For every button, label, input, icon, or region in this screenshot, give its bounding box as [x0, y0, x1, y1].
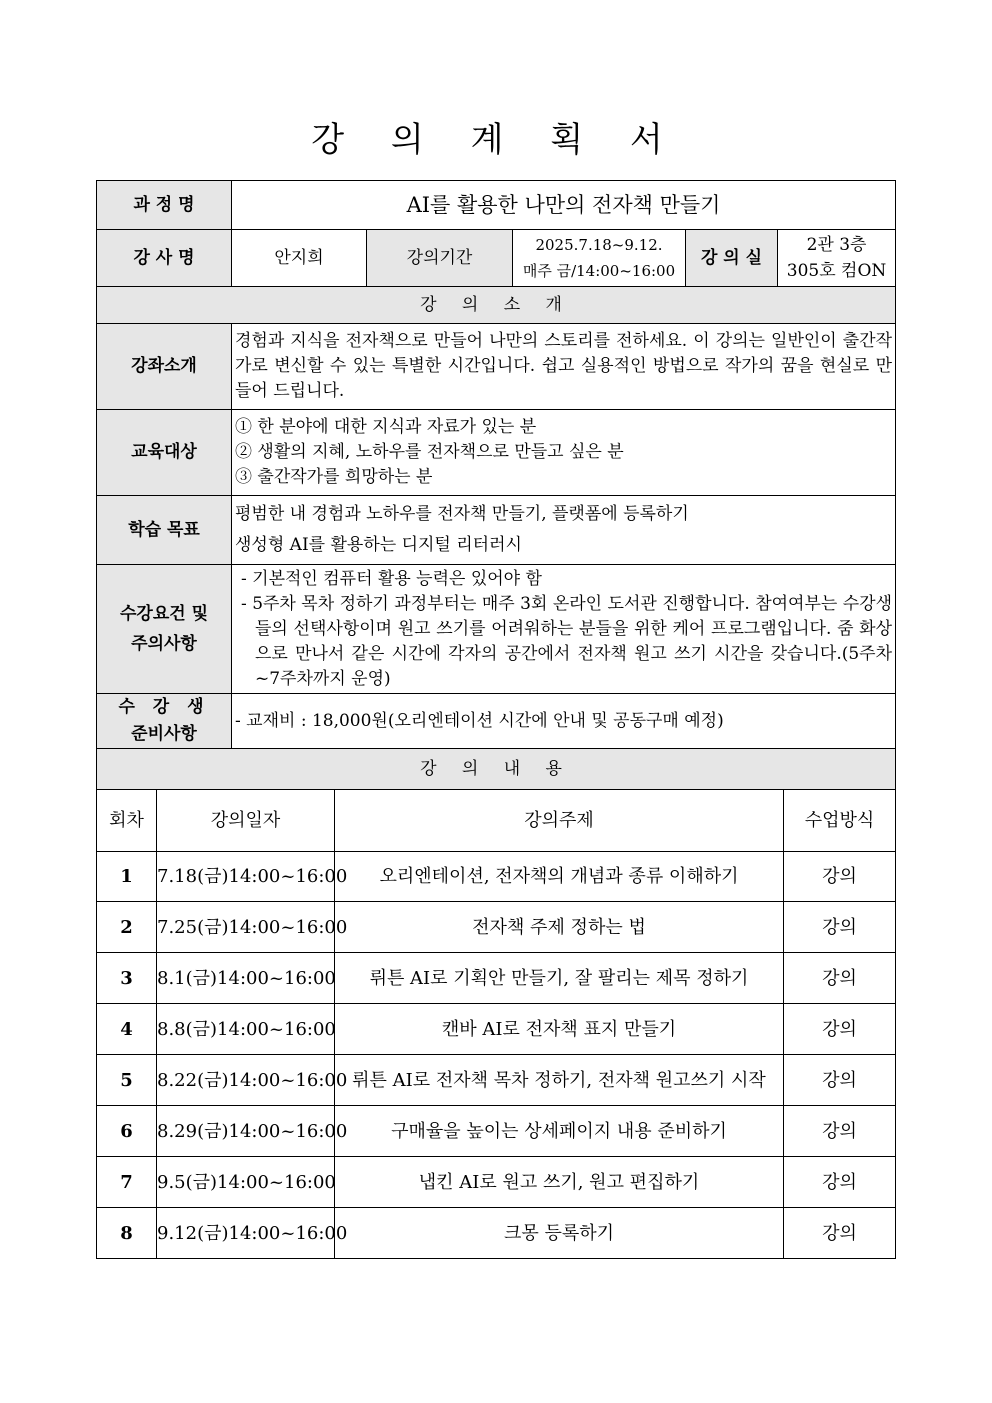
row-method: 강의	[784, 902, 896, 953]
row-method: 강의	[784, 1106, 896, 1157]
row-no: 6	[97, 1106, 157, 1157]
header-method: 수업방식	[784, 790, 896, 852]
schedule-header-row	[97, 790, 896, 852]
row-no: 4	[97, 1004, 157, 1055]
table-row	[97, 1055, 896, 1106]
about-label: 강좌소개	[97, 324, 232, 410]
row-date: 7.25(금)14:00~16:00	[157, 902, 335, 953]
row-topic: 구매율을 높이는 상세페이지 내용 준비하기	[335, 1106, 784, 1157]
row-topic: 뤼튼 AI로 기획안 만들기, 잘 팔리는 제목 정하기	[335, 953, 784, 1004]
prep-label-line1: 수 강 생	[118, 697, 210, 717]
row-date: 8.22(금)14:00~16:00	[157, 1055, 335, 1106]
course-value: AI를 활용한 나만의 전자책 만들기	[232, 181, 896, 230]
prep-label-line2: 준비사항	[131, 724, 197, 744]
req-label-line1: 수강요건 및	[119, 604, 209, 624]
row-method: 강의	[784, 1208, 896, 1259]
course-label: 과 정 명	[97, 181, 232, 230]
page-title: 강 의 계 획 서	[311, 120, 681, 160]
row-date: 8.1(금)14:00~16:00	[157, 953, 335, 1004]
row-date: 7.18(금)14:00~16:00	[157, 852, 335, 902]
table-row	[97, 953, 896, 1004]
row-method: 강의	[784, 1004, 896, 1055]
row-topic: 뤼튼 AI로 전자책 목차 정하기, 전자책 원고쓰기 시작	[335, 1055, 784, 1106]
schedule-table	[96, 789, 896, 1259]
period-time: 매주 금/14:00~16:00	[522, 262, 676, 280]
row-date: 8.29(금)14:00~16:00	[157, 1106, 335, 1157]
goal-item: 생성형 AI를 활용하는 디지털 리터러시	[235, 535, 522, 555]
header-topic: 강의주제	[335, 790, 784, 852]
intro-section-title: 강 의 소 개	[97, 287, 896, 324]
row-topic: 크몽 등록하기	[335, 1208, 784, 1259]
course-info-table	[96, 180, 896, 790]
row-topic: 오리엔테이션, 전자책의 개념과 종류 이해하기	[335, 852, 784, 902]
row-topic: 전자책 주제 정하는 법	[335, 902, 784, 953]
row-no: 3	[97, 953, 157, 1004]
header-no: 회차	[97, 790, 157, 852]
requirement-item: - 5주차 목차 정하기 과정부터는 매주 3회 온라인 도서관 진행합니다. 참여여부는 수강생들의 선택사항이며 원고 쓰기를 어려워하는 분들을 위한 케어 프로그램입니다. 줌 화상으로 만나서 같은 시간에 각자의 공간에서 전자책 원고 쓰기 시간을 갖습니다.(5주차~7주차까지 운영)	[241, 593, 893, 689]
table-row	[97, 1106, 896, 1157]
row-no: 8	[97, 1208, 157, 1259]
table-row	[97, 1208, 896, 1259]
target-item: ③ 출간작가를 희망하는 분	[235, 467, 433, 487]
row-date: 8.8(금)14:00~16:00	[157, 1004, 335, 1055]
row-method: 강의	[784, 1157, 896, 1208]
requirement-item: - 기본적인 컴퓨터 활용 능력은 있어야 함	[241, 568, 542, 589]
row-topic: 냅킨 AI로 원고 쓰기, 원고 편집하기	[335, 1157, 784, 1208]
room-building: 2관 3층	[806, 235, 867, 255]
row-method: 강의	[784, 1055, 896, 1106]
room-label: 강 의 실	[686, 230, 778, 287]
table-row	[97, 852, 896, 902]
prep-text: - 교재비 : 18,000원(오리엔테이션 시간에 안내 및 공동구매 예정)	[232, 694, 896, 749]
period-dates: 2025.7.18~9.12.	[535, 236, 663, 254]
target-label: 교육대상	[97, 410, 232, 496]
row-no: 2	[97, 902, 157, 953]
row-method: 강의	[784, 852, 896, 902]
about-text: 경험과 지식을 전자책으로 만들어 나만의 스토리를 전하세요. 이 강의는 일반인이 출간작가로 변신할 수 있는 특별한 시간입니다. 쉽고 실용적인 방법으로 작가의 꿈을 현실로 만들어 드립니다.	[232, 324, 896, 410]
room-number: 305호 컴ON	[786, 261, 887, 281]
table-row	[97, 1157, 896, 1208]
row-no: 5	[97, 1055, 157, 1106]
row-no: 1	[97, 852, 157, 902]
goal-item: 평범한 내 경험과 노하우를 전자책 만들기, 플랫폼에 등록하기	[235, 504, 689, 524]
table-row	[97, 902, 896, 953]
req-label-line2: 주의사항	[131, 634, 197, 654]
header-date: 강의일자	[157, 790, 335, 852]
schedule-section-title: 강 의 내 용	[97, 749, 896, 790]
instructor-value: 안지희	[232, 230, 367, 287]
period-label: 강의기간	[367, 230, 513, 287]
target-item: ② 생활의 지혜, 노하우를 전자책으로 만들고 싶은 분	[235, 442, 624, 462]
table-row	[97, 1004, 896, 1055]
row-date: 9.12(금)14:00~16:00	[157, 1208, 335, 1259]
instructor-label: 강 사 명	[97, 230, 232, 287]
goal-label: 학습 목표	[97, 496, 232, 565]
row-date: 9.5(금)14:00~16:00	[157, 1157, 335, 1208]
target-item: ① 한 분야에 대한 지식과 자료가 있는 분	[235, 417, 537, 437]
row-topic: 캔바 AI로 전자책 표지 만들기	[335, 1004, 784, 1055]
row-method: 강의	[784, 953, 896, 1004]
row-no: 7	[97, 1157, 157, 1208]
